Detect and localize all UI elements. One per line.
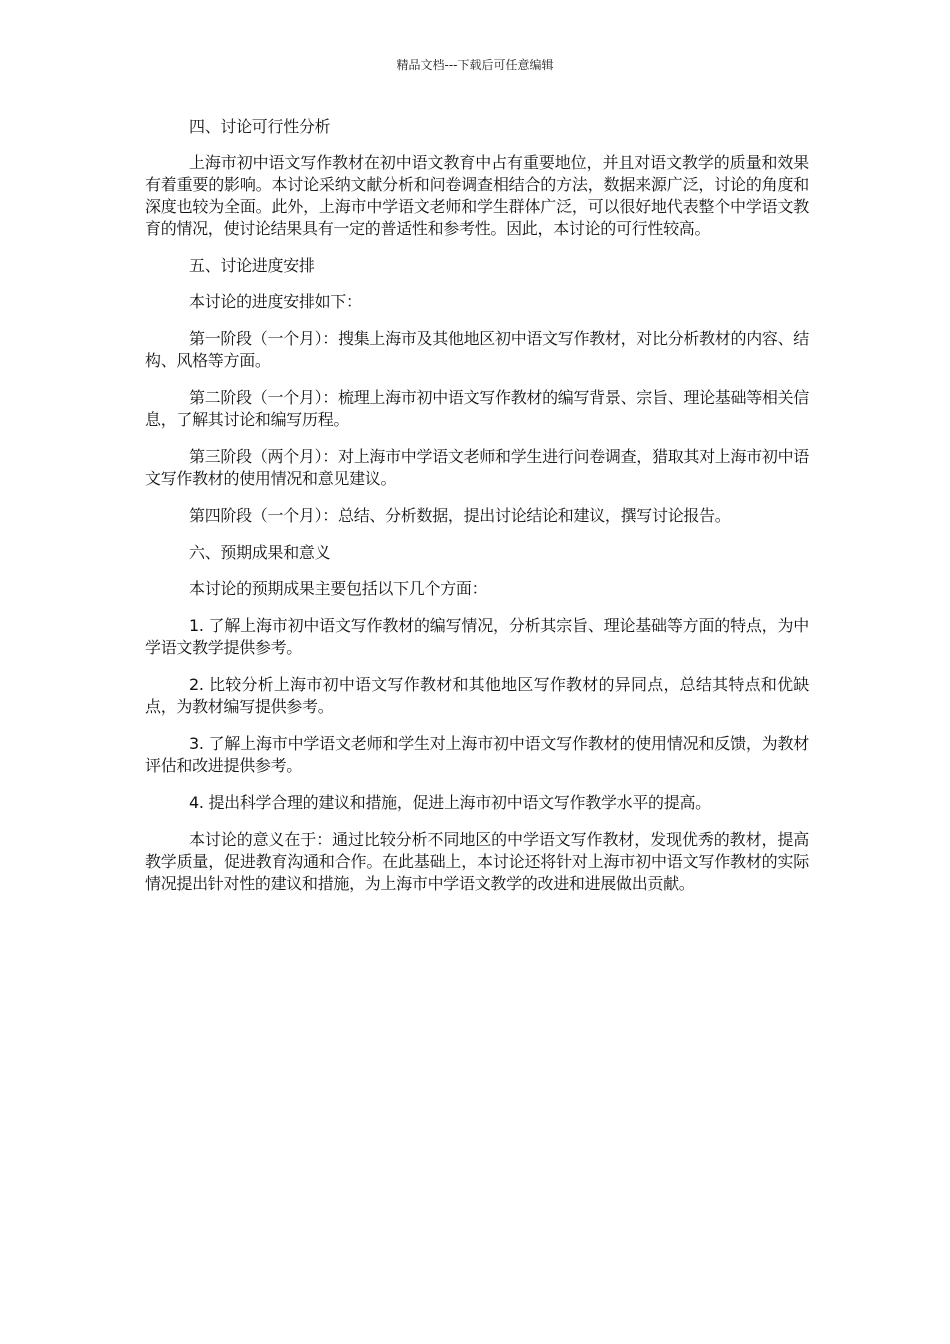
document-body [145, 116, 809, 910]
page-header: 精品文档---下载后可任意编辑 [396, 58, 554, 72]
section-heading-schedule: 五、讨论进度安排 [189, 256, 315, 275]
paragraph-stage-2: 第二阶段（一个月）：梳理上海市初中语文写作教材的编写背景、宗旨、理论基础等相关信息，了解其讨论和编写历程。 [145, 388, 810, 429]
paragraph-stage-3: 第三阶段（两个月）：对上海市中学语文老师和学生进行问卷调查，猎取其对上海市初中语文写作教材的使用情况和意见建议。 [145, 447, 810, 488]
list-item-outcome-1: 1. 了解上海市初中语文写作教材的编写情况，分析其宗旨、理论基础等方面的特点，为中学语文教学提供参考。 [145, 616, 809, 657]
list-item-outcome-3: 3. 了解上海市中学语文老师和学生对上海市初中语文写作教材的使用情况和反馈，为教材评估和改进提供参考。 [145, 734, 809, 775]
paragraph-feasibility: 上海市初中语文写作教材在初中语文教育中占有重要地位，并且对语文教学的质量和效果有着重要的影响。本讨论采纳文献分析和问卷调查相结合的方法，数据来源广泛，讨论的角度和深度也较为全面。此外，上海市中学语文老师和学生群体广泛，可以很好地代表整个中学语文教育的情况，使讨论结果具有一定的普适性和参考性。因此，本讨论的可行性较高。 [145, 153, 809, 238]
paragraph-stage-1: 第一阶段（一个月）：搜集上海市及其他地区初中语文写作教材，对比分析教材的内容、结构、风格等方面。 [145, 329, 810, 370]
list-item-outcome-2: 2. 比较分析上海市初中语文写作教材和其他地区写作教材的异同点，总结其特点和优缺点，为教材编写提供参考。 [145, 675, 809, 716]
paragraph-stage-4: 第四阶段（一个月）：总结、分析数据，提出讨论结论和建议，撰写讨论报告。 [189, 506, 731, 525]
section-heading-feasibility: 四、讨论可行性分析 [189, 117, 331, 136]
paragraph-outcomes-intro: 本讨论的预期成果主要包括以下几个方面： [189, 579, 488, 598]
section-heading-outcomes: 六、预期成果和意义 [189, 543, 331, 562]
paragraph-schedule-intro: 本讨论的进度安排如下： [189, 292, 362, 311]
list-item-outcome-4: 4. 提出科学合理的建议和措施，促进上海市初中语文写作教学水平的提高。 [189, 793, 711, 812]
paragraph-significance: 本讨论的意义在于：通过比较分析不同地区的中学语文写作教材，发现优秀的教材，提高教学质量，促进教育沟通和合作。在此基础上，本讨论还将针对上海市初中语文写作教材的实际情况提出针对性的建议和措施，为上海市中学语文教学的改进和进展做出贡献。 [145, 830, 809, 893]
